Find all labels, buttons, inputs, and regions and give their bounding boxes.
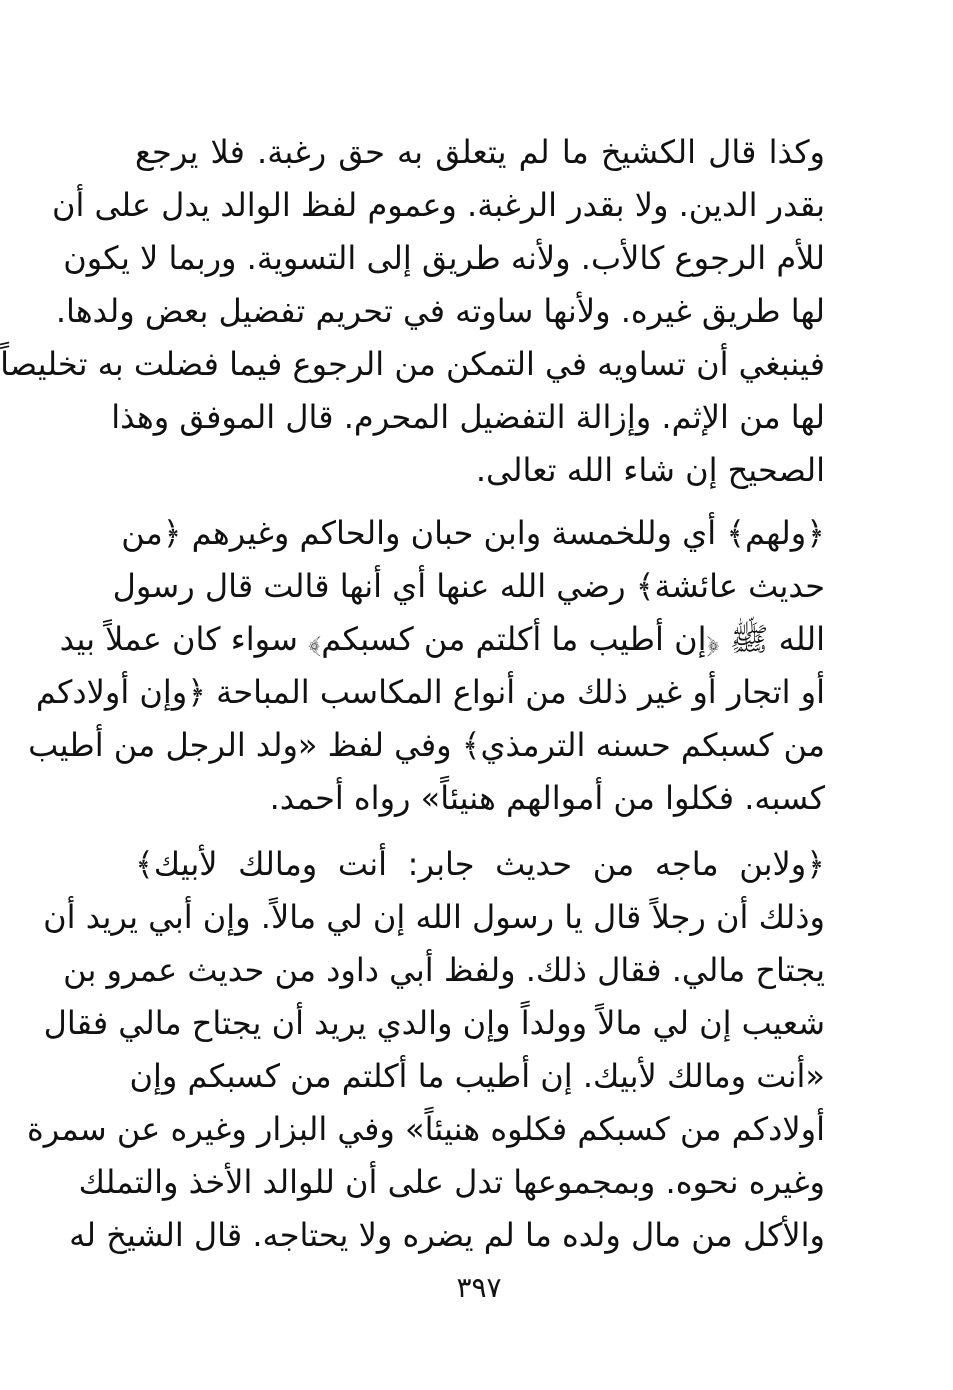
- text-line: الله ﷺ ﴿إن أطيب ما أكلتم من كسبكم﴾ سواء كان عملاً بيد: [59, 620, 825, 658]
- text-line: ﴿ولهم﴾ أي وللخمسة وابن حبان والحاكم وغيرهم ﴿من: [121, 514, 825, 552]
- text-line: ﴿ولابن ماجه من حديث جابر: أنت ومالك لأبيك﴾: [135, 845, 825, 883]
- text-line-last: كسبه. فكلوا من أموالهم هنيئاً» رواه أحمد.: [269, 779, 825, 817]
- text-line: لها من الإثم. وإزالة التفضيل المحرم. قال الموفق وهذا: [111, 398, 825, 436]
- text-line: من كسبكم حسنه الترمذي﴾ وفي لفظ «ولد الرجل من أطيب: [28, 726, 825, 764]
- text-line: يجتاح مالي. فقال ذلك. ولفظ أبي داود من حديث عمرو بن: [63, 951, 825, 989]
- paragraph-2: [28, 507, 825, 825]
- text-line: أولادكم من كسبكم فكلوه هنيئاً» وفي البزار وغيره عن سمرة: [26, 1110, 825, 1148]
- text-line: «أنت ومالك لأبيك. إن أطيب ما أكلتم من كسبكم وإن: [129, 1057, 825, 1095]
- paragraph-1: [0, 126, 825, 497]
- text-line: فينبغي أن تساويه في التمكن من الرجوع فيما فضلت به تخليصاً: [0, 345, 825, 383]
- text-line: حديث عائشة﴾ رضي الله عنها أي أنها قالت قال رسول: [112, 567, 825, 605]
- text-line: لها طريق غيره. ولأنها ساوته في تحريم تفضيل بعض ولدها.: [55, 292, 825, 330]
- page-number: ٣٩٧: [456, 1271, 502, 1304]
- text-line: والأكل من مال ولده ما لم يضره ولا يحتاجه. قال الشيخ له: [69, 1216, 825, 1254]
- text-line: بقدر الدين. ولا بقدر الرغبة. وعموم لفظ الوالد يدل على أن: [51, 186, 825, 224]
- text-line-last: الصحيح إن شاء الله تعالى.: [475, 451, 825, 489]
- text-line: وكذا قال الكشيخ ما لم يتعلق به حق رغبة. فلا يرجع: [135, 133, 825, 171]
- paragraph-3: [26, 838, 825, 1262]
- text-line: وغيره نحوه. وبمجموعها تدل على أن للوالد الأخذ والتملك: [78, 1163, 825, 1201]
- text-line: وذلك أن رجلاً قال يا رسول الله إن لي مالاً. وإن أبي يريد أن: [43, 898, 825, 936]
- text-line: للأم الرجوع كالأب. ولأنه طريق إلى التسوية. وربما لا يكون: [63, 239, 825, 277]
- text-line: شعيب إن لي مالاً وولداً وإن والدي يريد أن يجتاح مالي فقال: [43, 1004, 825, 1042]
- text-line: أو اتجار أو غير ذلك من أنواع المكاسب المباحة ﴿وإن أولادكم: [35, 673, 825, 711]
